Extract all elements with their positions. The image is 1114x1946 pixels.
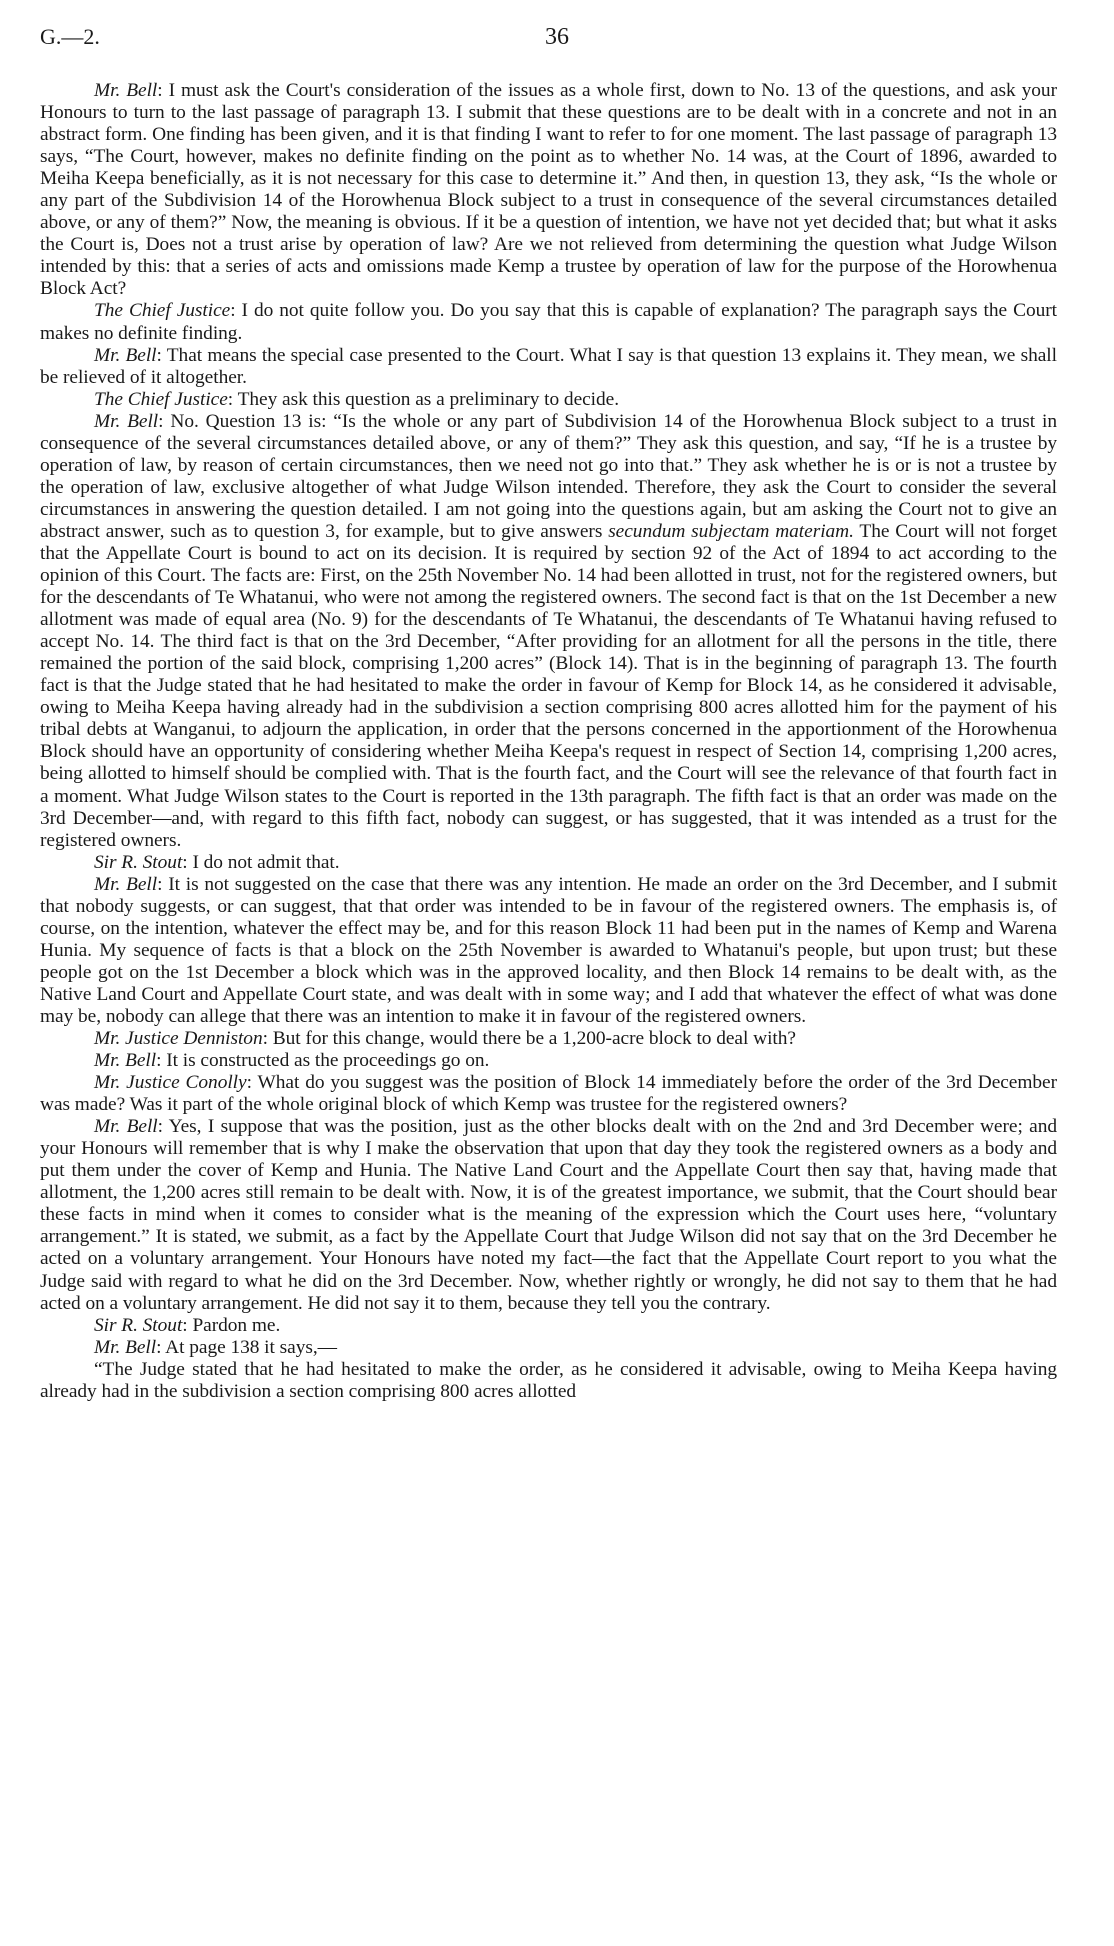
page-header [40,24,1074,64]
paragraph [40,1116,1057,1314]
paragraph [40,80,1057,300]
paragraph-text: It is constructed as the proceedings go on. [166,1050,490,1072]
quoted-paragraph [40,1359,1057,1403]
paragraph [40,411,1057,852]
paragraph-text: Pardon me. [192,1314,281,1336]
speaker-name: Mr. Justice Denniston : [94,1028,268,1049]
paragraph-text: I must ask the Court's consideration of the issues as a whole first, down to No. 13 of the questions, and ask your Honours to turn to the last passage of paragraph 13. I submit that these questions are to be dealt with in a concrete and not in an abstract form. One finding has been given, and it is that finding I want to refer to for one moment. The last passage of paragraph 13 says, “The Court, however, makes no definite finding on the point as to whether No. 14 was, at the Court of 1896, awarded to Meiha Keepa beneficially, as it is not necessary for this case to determine it.” And then, in question 13, they ask, “Is the whole or any part of the Subdivision 14 of the Horowhenua Block subject to a trust in consequence of the several circumstances detailed above, or any of them?” Now, the meaning is obvious. If it be a question of intention, we have not yet decided that; but what it asks the Court is, Does not a trust arise by operation of law? Are we not relieved from determining the question what Judge Wilson intended by this: that a series of acts and omissions made Kemp a trustee by operation of law for the purpose of the Horowhenua Block Act? [40,80,1057,300]
speaker-name: Mr. Bell : [94,345,162,366]
speaker-name: Mr. Bell : [94,1116,163,1137]
latin-phrase: secundum subjectam materiam. [608,520,854,542]
speaker-name: Sir R. Stout : [94,1315,188,1336]
paragraph-text: The Court will not forget that the Appellate Court is bound to act on its decision. It is required by section 92 of the Act of 1894 to act according to the opinion of this Court. The facts are: First, on the 25th November No. 14 had been allotted in trust, not for the registered owners, but for the descendants of Te Whatanui, who were not among the registered owners. The second fact is that on the 1st December a new allotment was made of equal area (No. 9) for the descendants of Te Whatanui, the descendants of Te Whatanui having refused to accept No. 14. The third fact is that on the 3rd December, “After providing for an allotment for all the persons in the title, there remained the portion of the said block, comprising 1,200 acres” (Block 14). That is in the beginning of paragraph 13. The fourth fact is that the Judge stated that he had hesitated to make the order in favour of Kemp for Block 14, as he considered it advisable, owing to Meiha Keepa having already had in the subdivision a section comprising 800 acres allotted him for the payment of his tribal debts at Wanganui, to adjourn the application, in order that the persons concerned in the apportionment of the Horowhenua Block should have an opportunity of considering whether Meiha Keepa's request in respect of Section 14, comprising 1,200 acres, being allotted to himself should be complied with. That is the fourth fact, and the Court will see the relevance of that fourth fact in a moment. What Judge Wilson states to the Court is reported in the 13th paragraph. The fifth fact is that an order was made on the 3rd December—and, with regard to this fifth fact, nobody can suggest, or has suggested, that it was intended as a trust for the registered owners. [40,520,1057,851]
paragraph-text: No. Question 13 is: “Is the whole or any part of Subdivision 14 of the Horowhenua Block subject to a trust in consequence of the several circumstances detailed above, or any of them?” They ask this question, and say, “If he is a trustee by operation of law, by reason of certain circumstances, then we need not go into that.” They ask whether he is or is not a trustee by the operation of law, exclusive altogether of what Judge Wilson intended. Therefore, they ask the Court to consider the several circumstances in answering the question detailed. I am not going into the questions again, but am asking the Court not to give an abstract answer, such as to question 3, for example, but to give answers [40,410,1057,542]
speaker-name: Mr. Bell : [94,1337,161,1358]
speaker-name: The Chief Justice : [94,389,233,410]
paragraph [40,1072,1057,1116]
paragraph [40,852,1057,874]
paragraph [40,1050,1057,1072]
document-reference: G.—2. [40,24,100,49]
paragraph-text: I do not admit that. [192,851,340,873]
paragraph [40,1315,1057,1337]
speaker-name: Sir R. Stout : [94,852,188,873]
paragraph-text: At page 138 it says,— [165,1336,337,1358]
paragraph-text: “The Judge stated that he had hesitated to make the order, as he considered it advisable, owing to Meiha Keepa having already had in the subdivision a section comprising 800 acres allotted [40,1358,1057,1402]
paragraph-text: They ask this question as a preliminary to decide. [237,388,620,410]
speaker-name: Mr. Justice Conolly : [94,1072,252,1093]
paragraph [40,1337,1057,1359]
paragraph-text: It is not suggested on the case that there was any intention. He made an order on the 3rd December, and I submit that nobody suggests, or can suggest, that that order was intended to be in favour of the registered owners. The emphasis is, of course, on the intention, whatever the effect may be, and for this reason Block 11 had been put in the names of Kemp and Warena Hunia. My sequence of facts is that a block on the 25th November is awarded to Whatanui's people, but upon trust; but these people got on the 1st December a block which was in the approved locality, and then Block 14 remains to be dealt with, as the Native Land Court and Appellate Court state, and was dealt with in some way; and I add that whatever the effect of what was done may be, nobody can allege that there was an intention to make it in favour of the registered owners. [40,873,1057,1027]
paragraph-text: Yes, I suppose that was the position, just as the other blocks dealt with on the 2nd and 3rd December were; and your Honours will remember that is why I make the observation that upon that day they took the registered owners as a body and put them under the cover of Kemp and Hunia. The Native Land Court and the Appellate Court then say that, having made that allotment, the 1,200 acres still remain to be dealt with. Now, it is of the greatest importance, we submit, that the Court should bear these facts in mind when it comes to consider what is the meaning of the expression which the Court uses here, “voluntary arrangement.” It is stated, we submit, as a fact by the Appellate Court that Judge Wilson did not say that on the 3rd December he acted on a voluntary arrangement. Your Honours have noted my fact—the fact that the Appellate Court report to you what the Judge said with regard to what he did on the 3rd December. Now, whether rightly or wrongly, he did not say to them that he had acted on a voluntary arrangement. He did not say it to them, because they tell you the contrary. [40,1116,1057,1314]
paragraph-text: That means the special case presented to the Court. What I say is that question 13 explains it. They mean, we shall be relieved of it altogether. [40,344,1057,388]
document-body [40,80,1057,1403]
speaker-name: Mr. Bell : [94,1050,161,1071]
paragraph-text: I do not quite follow you. Do you say that this is capable of explanation? The paragraph says the Court makes no definite finding. [40,300,1057,344]
speaker-name: Mr. Bell : [94,411,163,432]
paragraph [40,300,1057,344]
paragraph [40,345,1057,389]
paragraph [40,1028,1057,1050]
paragraph-text: What do you suggest was the position of Block 14 immediately before the order of the 3rd December was made? Was it part of the whole original block of which Kemp was trustee for the registered owners? [40,1072,1058,1116]
paragraph [40,389,1057,411]
speaker-name: The Chief Justice : [94,300,236,321]
paragraph-text: But for this change, would there be a 1,200-acre block to deal with? [272,1028,796,1050]
speaker-name: Mr. Bell : [94,80,163,101]
page-number: 36 [545,24,569,50]
paragraph [40,874,1057,1028]
speaker-name: Mr. Bell : [94,874,162,895]
